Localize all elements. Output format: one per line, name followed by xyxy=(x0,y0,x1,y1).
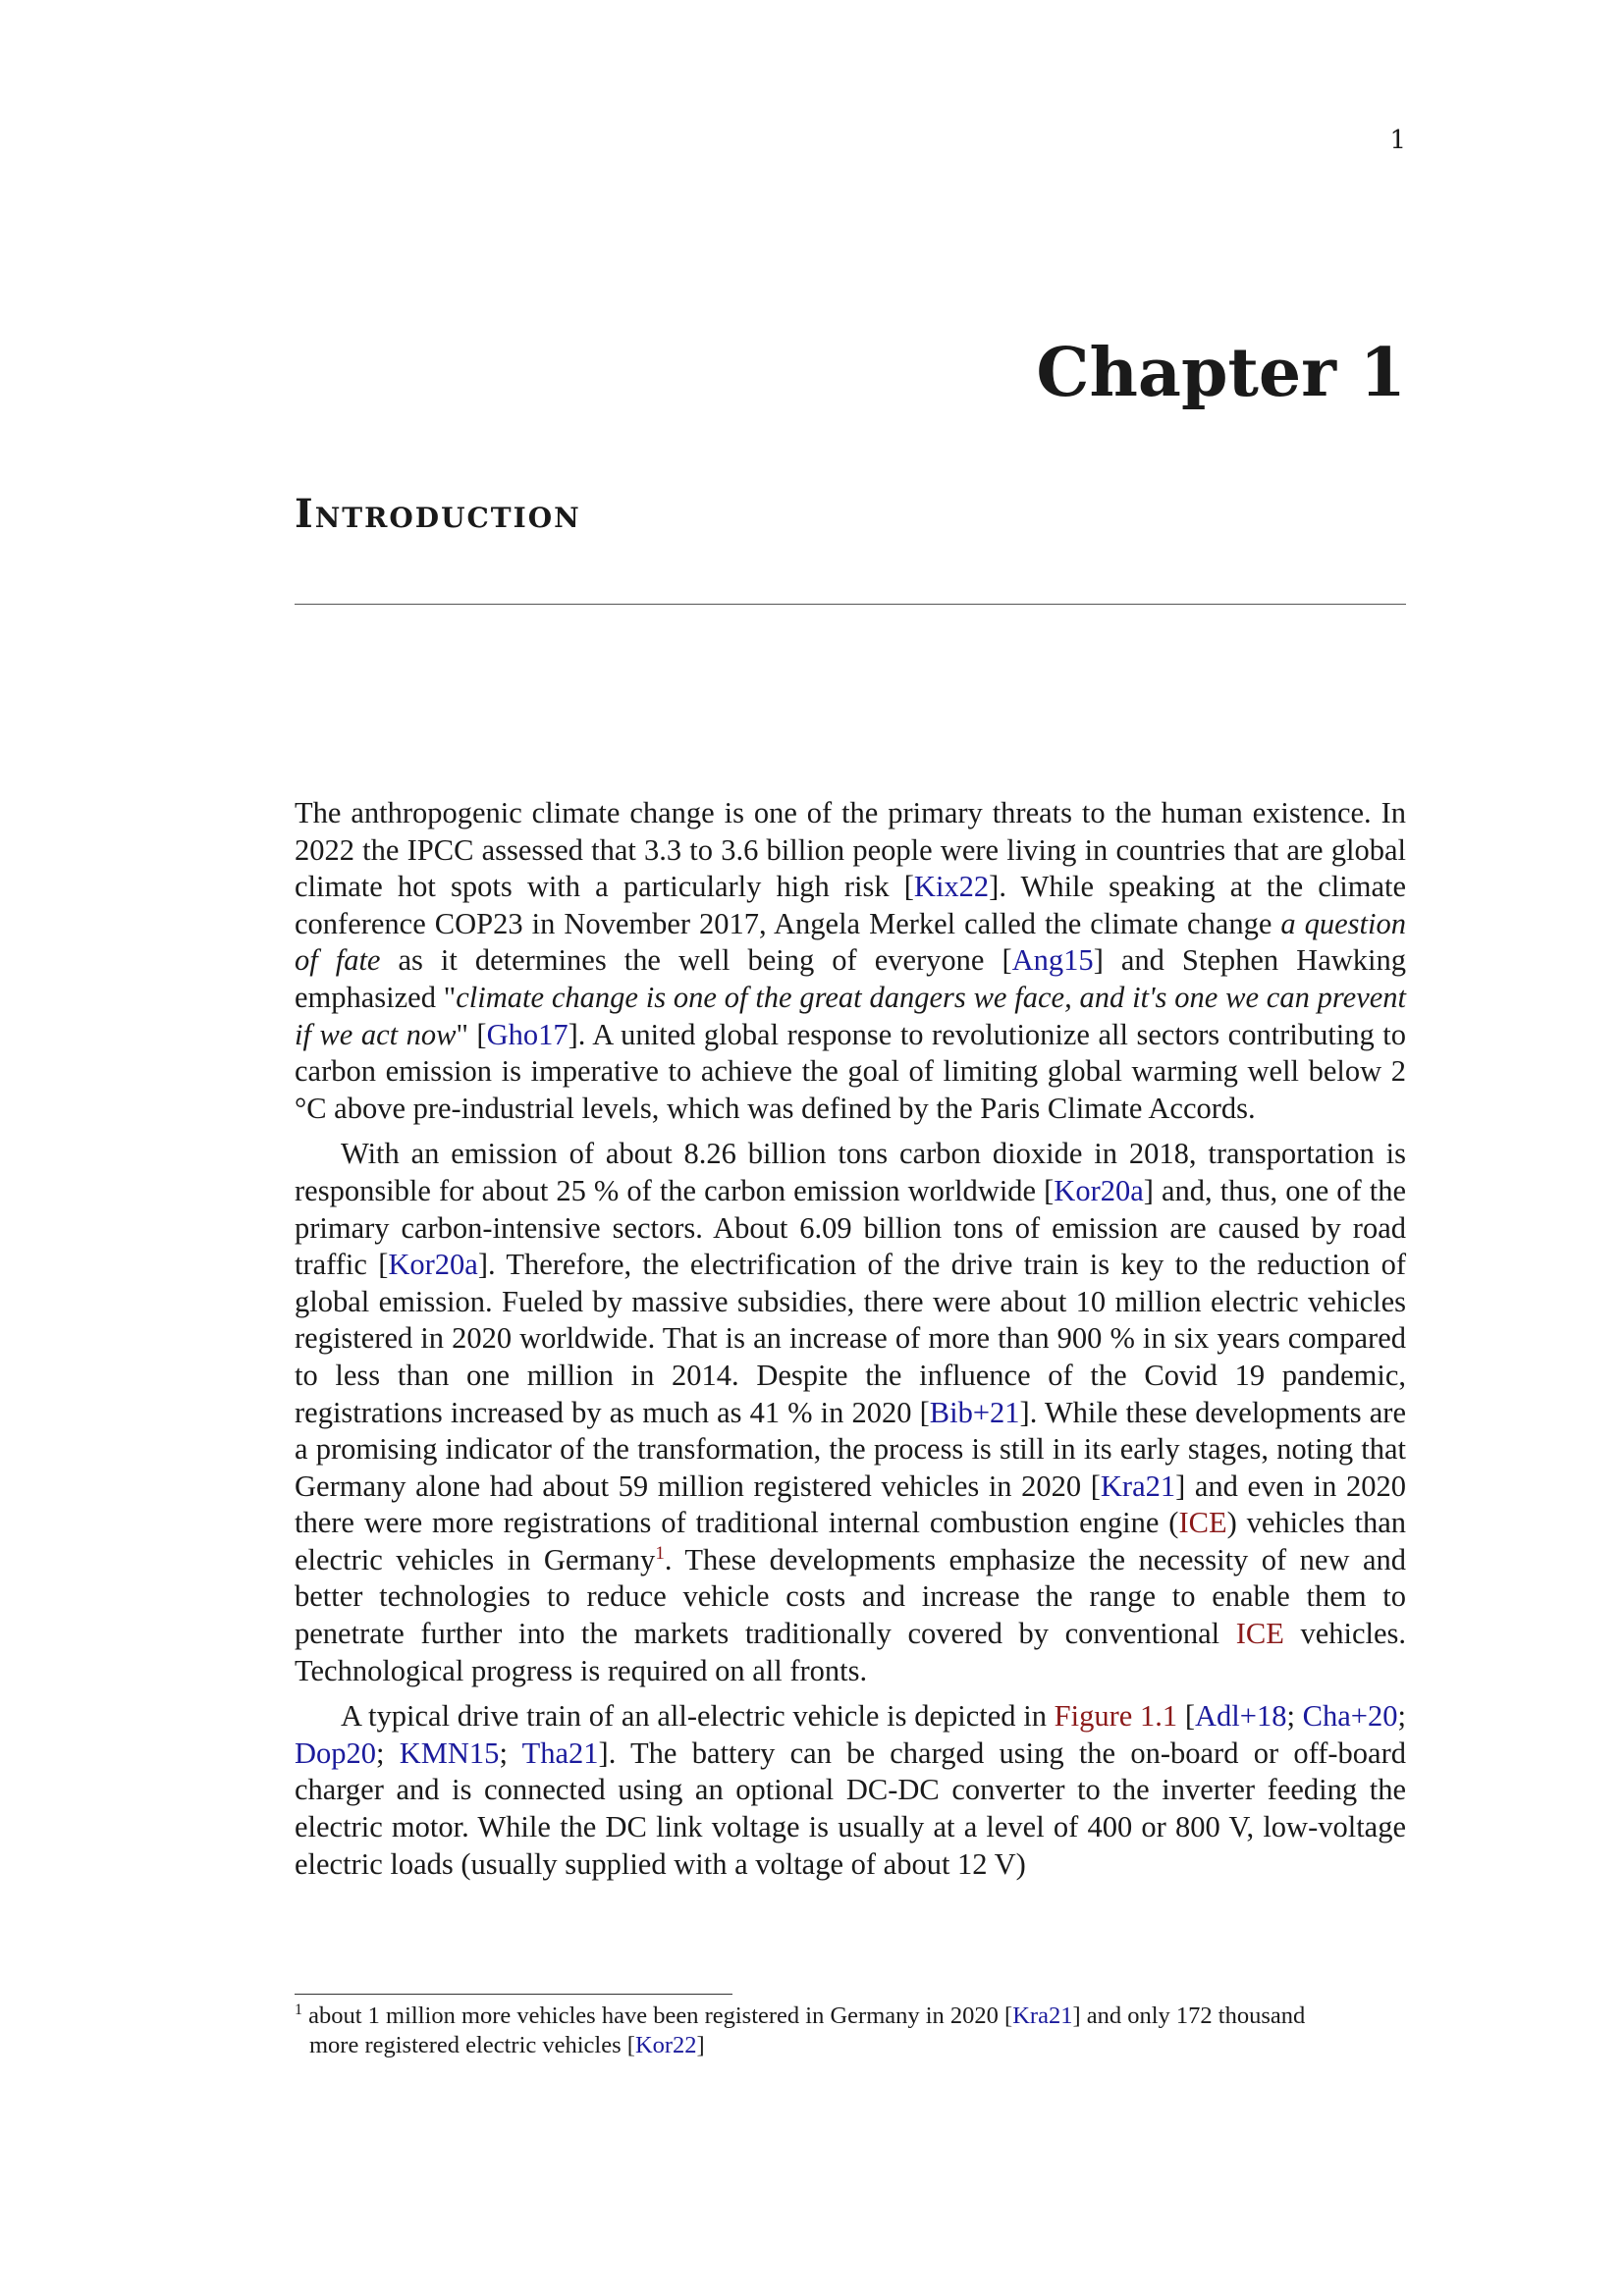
citation-link[interactable]: Cha+20 xyxy=(1302,1699,1398,1734)
text-run: ] and, thus, one of the primary carbon-intensive sectors. About 6.09 billion tons of emission are caused by road traffic [ xyxy=(295,1173,1406,1282)
text-run: ; xyxy=(499,1735,522,1770)
paragraph-2 xyxy=(295,1136,1406,1689)
text-run: ]. While these developments are a promising indicator of the transformation, the process is still in its early stages, noting that Germany alone had about 59 million registered vehicles in 2020 [ xyxy=(295,1395,1406,1503)
chapter-title: Introduction xyxy=(295,491,581,537)
text-run: ) vehicles than electric vehicles in Germany xyxy=(295,1506,1406,1576)
footnote-number: 1 xyxy=(295,2001,302,2018)
text-run: ] and even in 2020 there were more registrations of traditional internal combustion engine ( xyxy=(295,1468,1406,1540)
text-run: vehicles. Technological progress is required on all fronts. xyxy=(295,1617,1406,1687)
citation-link[interactable]: Kor22 xyxy=(634,2032,697,2058)
figure-link[interactable]: Figure 1.1 xyxy=(1054,1699,1178,1734)
acronym-link[interactable]: ICE xyxy=(1178,1506,1227,1540)
citation-link[interactable]: Kra21 xyxy=(1100,1468,1176,1503)
citation-link[interactable]: Kor20a xyxy=(388,1248,478,1282)
text-run: [ xyxy=(1177,1699,1196,1734)
paragraph-1 xyxy=(295,795,1406,1127)
citation-link[interactable]: Kix22 xyxy=(913,870,990,904)
citation-link[interactable]: Bib+21 xyxy=(929,1395,1020,1429)
footnote-line-1 xyxy=(295,2002,1406,2031)
text-run: ]. Therefore, the electrification of the drive train is key to the reduction of global emission. Fueled by massive subsidies, there were about 10 million electric vehicles registered in 2020 worldwide. That is an increase of more than 900 % in six years compared to less than one million in 2014. Despite the influence of the Covid 19 pandemic, registrations increased by as much as 41 % in 2020 [ xyxy=(295,1248,1406,1429)
chapter-label: Chapter 1 xyxy=(1036,334,1406,412)
citation-link[interactable]: Tha21 xyxy=(521,1735,599,1770)
citation-link[interactable]: Dop20 xyxy=(295,1735,377,1770)
footnote-divider xyxy=(295,1994,732,1995)
text-run: ] and only 172 thousand xyxy=(1072,2002,1306,2029)
text-run: ]. A united global response to revolutionize all sectors contributing to carbon emission is imperative to achieve the goal of limiting global warming well below 2 °C above pre-industrial levels, which was defined by the Paris Climate Accords. xyxy=(295,1017,1407,1125)
footnote-line-2 xyxy=(295,2031,1406,2060)
text-run: ; xyxy=(1286,1699,1303,1734)
emphasis-text: a question of fate xyxy=(295,906,1407,978)
acronym-link[interactable]: ICE xyxy=(1235,1617,1284,1651)
citation-link[interactable]: Adl+18 xyxy=(1195,1699,1287,1734)
text-run: ; xyxy=(376,1735,400,1770)
footnote-marker[interactable]: 1 xyxy=(655,1542,665,1564)
text-run: The anthropogenic climate change is one of the primary threats to the human existence. In 2022 the IPCC assessed that 3.3 to 3.6 billion people were living in countries that are global climate hot spots with a particularly high risk [ xyxy=(295,796,1406,904)
text-run: A typical drive train of an all-electric vehicle is depicted in xyxy=(341,1699,1055,1734)
footnote xyxy=(295,2002,1406,2060)
text-run: " [ xyxy=(456,1017,487,1051)
quote-text: climate change is one of the great dangers we face, and it's one we can prevent if we act now xyxy=(295,980,1406,1051)
text-run: . These developments emphasize the necessity of new and better technologies to reduce vehicle costs and increase the range to enable them to penetrate further into the markets traditionally covered by conventional xyxy=(295,1542,1406,1651)
text-run: ]. The battery can be charged using the on-board or off-board charger and is connected using an optional DC-DC converter to the inverter feeding the electric motor. While the DC link voltage is usually at a level of 400 or 800 V, low-voltage electric loads (usually supplied with a voltage of about 12 V) xyxy=(295,1735,1406,1881)
text-run: as it determines the well being of everyone [ xyxy=(380,943,1012,978)
page-number: 1 xyxy=(1389,126,1406,155)
citation-link[interactable]: KMN15 xyxy=(399,1735,500,1770)
citation-link[interactable]: Gho17 xyxy=(486,1017,568,1051)
text-run: more registered electric vehicles [ xyxy=(309,2032,635,2058)
paragraph-3 xyxy=(295,1698,1406,1883)
citation-link[interactable]: Ang15 xyxy=(1011,943,1094,978)
text-run: about 1 million more vehicles have been registered in Germany in 2020 [ xyxy=(308,2002,1013,2029)
chapter-divider xyxy=(295,604,1406,605)
text-run: ]. While speaking at the climate conference COP23 in November 2017, Angela Merkel called the climate change xyxy=(295,870,1406,940)
text-run: With an emission of about 8.26 billion tons carbon dioxide in 2018, transportation is responsible for about 25 % of the carbon emission worldwide [ xyxy=(295,1137,1406,1207)
citation-link[interactable]: Kor20a xyxy=(1054,1173,1144,1207)
text-run: ] xyxy=(696,2032,705,2058)
text-run: ] and Stephen Hawking emphasized " xyxy=(295,943,1406,1014)
body-text xyxy=(295,795,1406,1892)
text-run: ; xyxy=(1397,1699,1406,1734)
citation-link[interactable]: Kra21 xyxy=(1012,2002,1073,2029)
